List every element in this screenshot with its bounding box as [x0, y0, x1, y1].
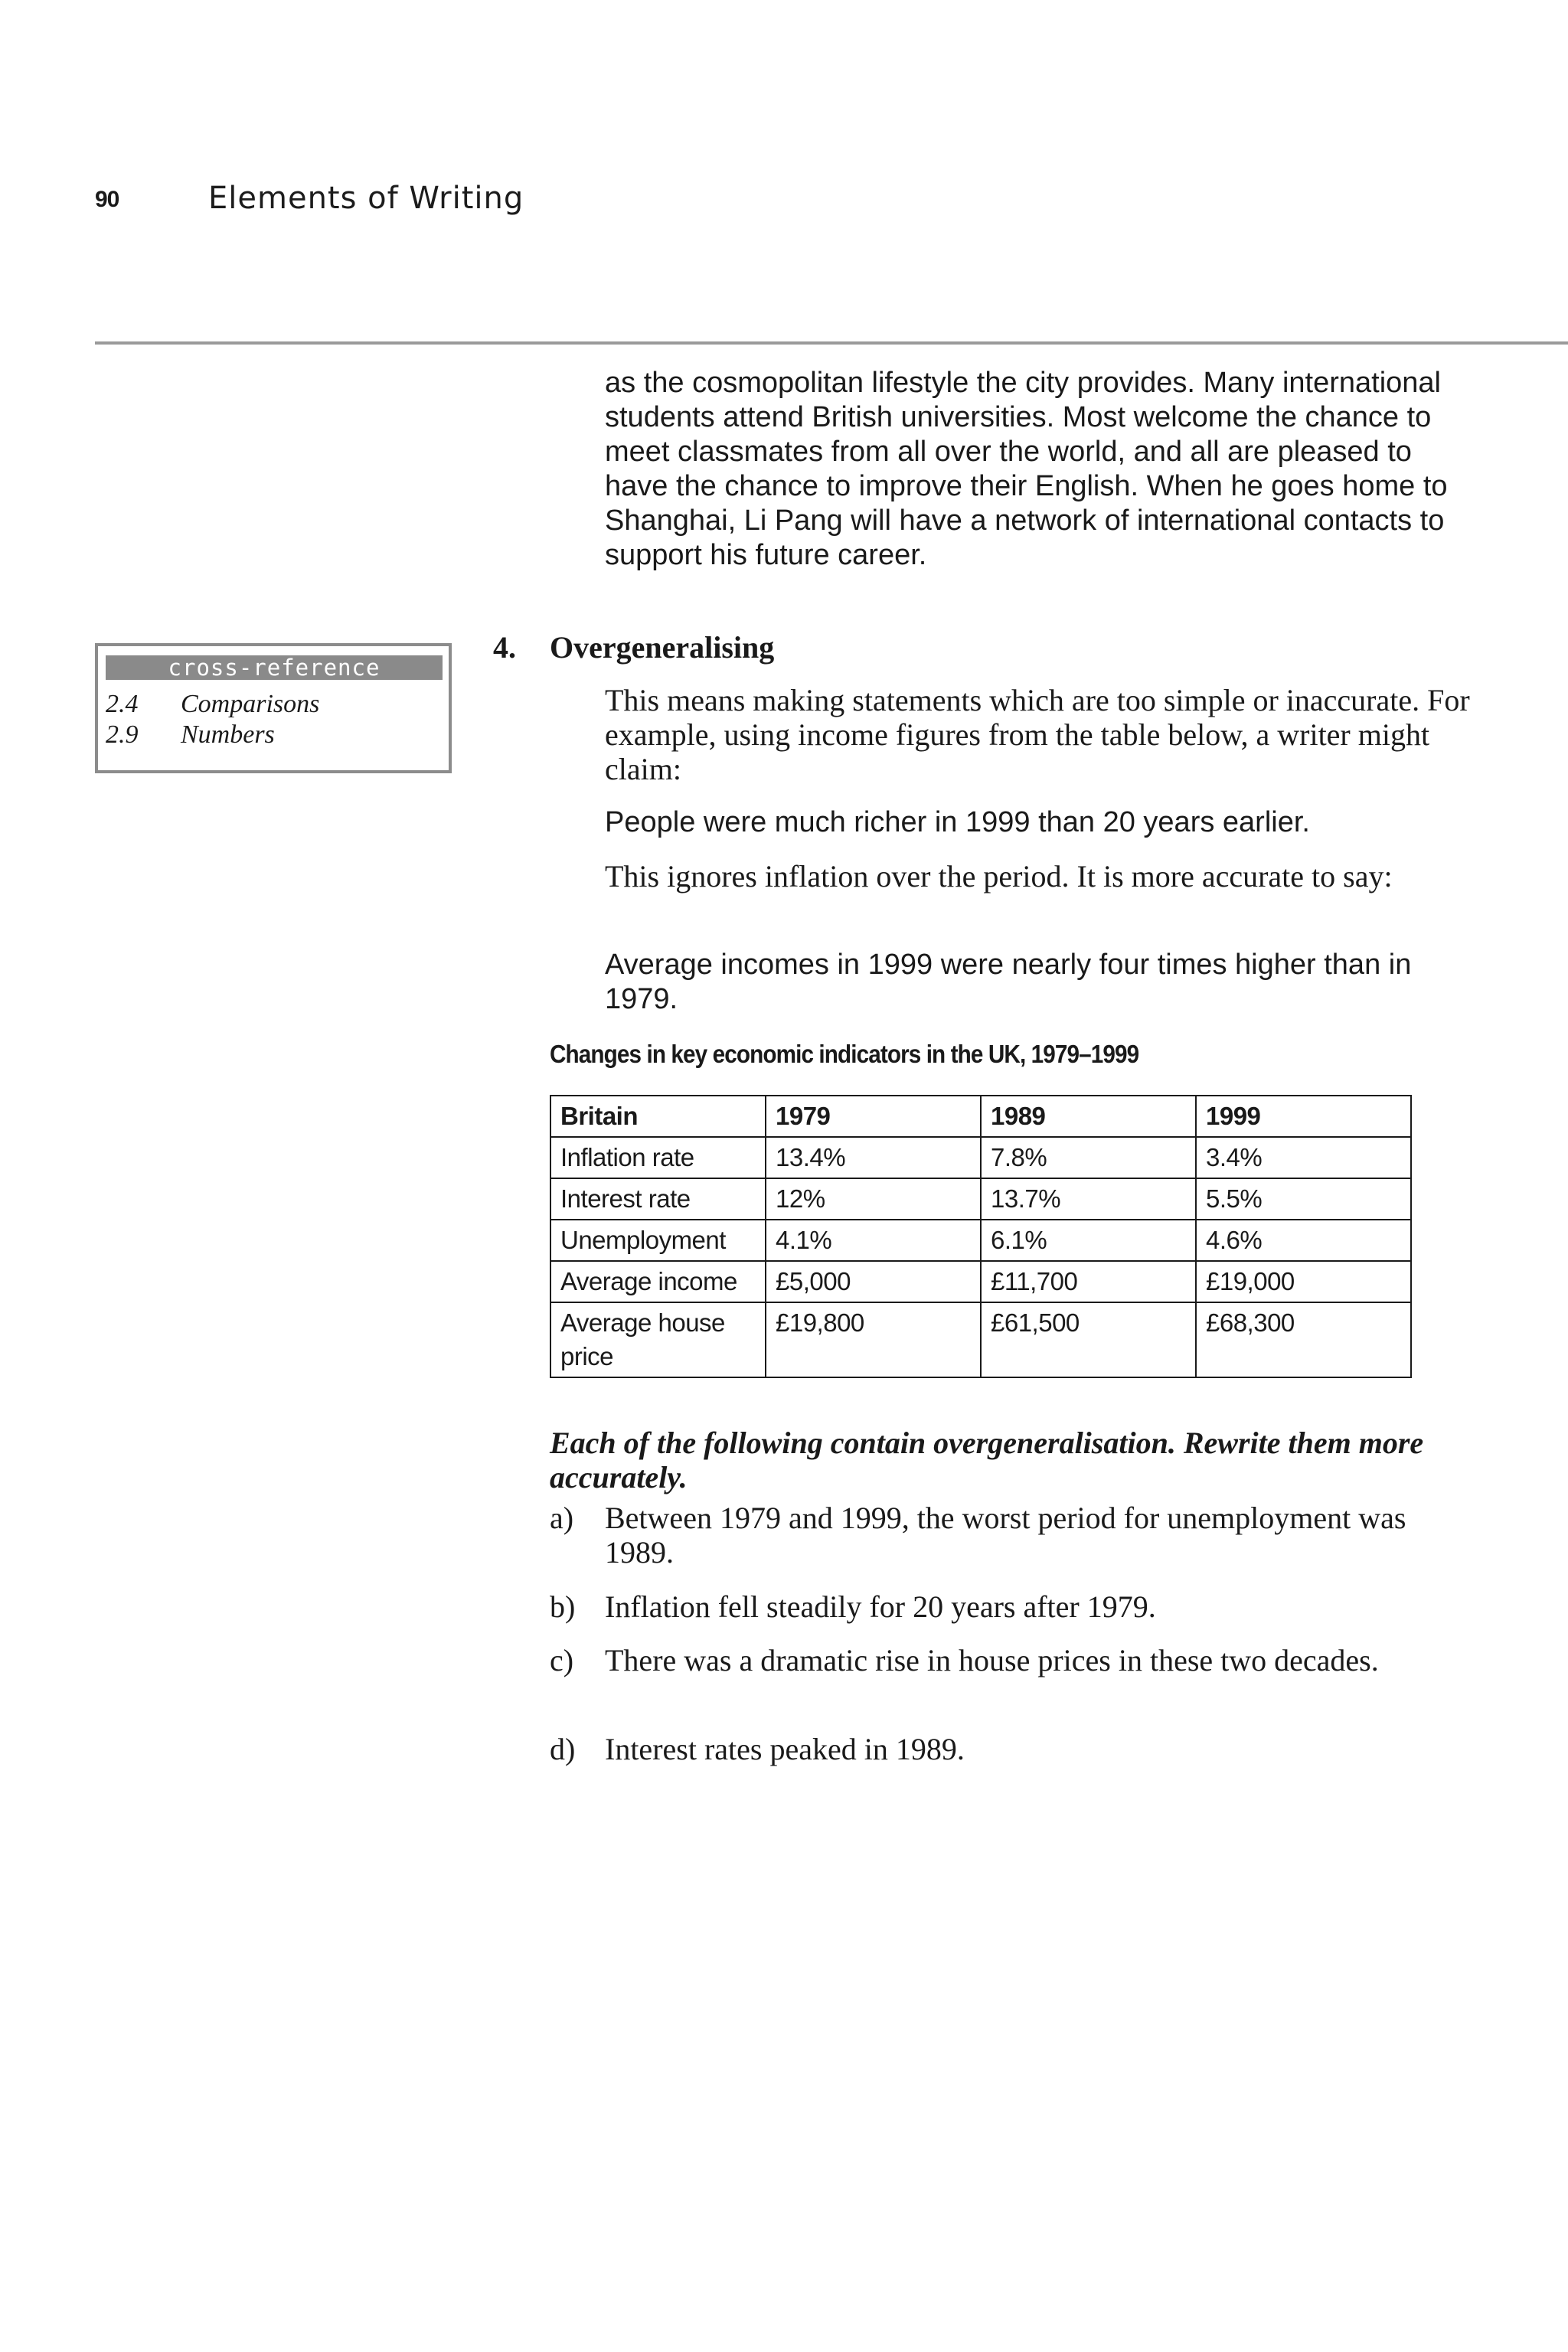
table-cell: Inflation rate — [550, 1137, 766, 1178]
table-cell: £19,000 — [1196, 1261, 1411, 1302]
table-header-cell: Britain — [550, 1096, 766, 1137]
section-paragraph: This ignores inflation over the period. It is more accurate to say: — [605, 859, 1393, 893]
exercise-item-label: c) — [550, 1643, 574, 1677]
table-cell: £5,000 — [766, 1261, 981, 1302]
cross-reference-number: 2.9 — [106, 720, 139, 749]
exercise-item-text: Between 1979 and 1999, the worst period for unemployment was 1989. — [605, 1501, 1406, 1570]
exercise-instruction: Each of the following contain overgeneralisation. Rewrite them more accurately. — [550, 1426, 1424, 1494]
exercise-item-label: b) — [550, 1589, 576, 1624]
page-number: 90 — [95, 187, 119, 212]
example-sentence: Average incomes in 1999 were nearly four times higher than in 1979. — [605, 949, 1412, 1015]
exercise-item-text: There was a dramatic rise in house prices in these two decades. — [605, 1643, 1379, 1677]
table-cell: 4.1% — [766, 1220, 981, 1261]
table-cell: 13.7% — [981, 1178, 1196, 1220]
table-cell: £68,300 — [1196, 1302, 1411, 1377]
table-cell: 13.4% — [766, 1137, 981, 1178]
table-cell: 12% — [766, 1178, 981, 1220]
table-row — [550, 1137, 1411, 1178]
table-cell: Interest rate — [550, 1178, 766, 1220]
section-number: 4. — [493, 630, 516, 665]
cross-reference-box — [95, 643, 452, 773]
table-cell: £11,700 — [981, 1261, 1196, 1302]
table-cell: Average house price — [550, 1302, 766, 1377]
exercise-item-label: d) — [550, 1732, 576, 1766]
table-cell: £61,500 — [981, 1302, 1196, 1377]
table-header-cell: 1979 — [766, 1096, 981, 1137]
cross-reference-label: Numbers — [181, 720, 275, 749]
table-header-cell: 1989 — [981, 1096, 1196, 1137]
exercise-item-text: Inflation fell steadily for 20 years after 1979. — [605, 1589, 1156, 1624]
intro-paragraph: as the cosmopolitan lifestyle the city provides. Many international students attend British universities. Most welcome the chance to meet classmates from all over the world, and all are pleased to have the chance to improve their English. When he goes home to Shanghai, Li Pang will have a network of international contacts to support his future career. — [605, 367, 1448, 571]
table-cell: Unemployment — [550, 1220, 766, 1261]
table-cell: 7.8% — [981, 1137, 1196, 1178]
table-cell: 5.5% — [1196, 1178, 1411, 1220]
table-cell: 4.6% — [1196, 1220, 1411, 1261]
cross-reference-item[interactable] — [106, 689, 319, 720]
table-row — [550, 1261, 1411, 1302]
cross-reference-label: Comparisons — [181, 690, 320, 718]
table-cell: Average income — [550, 1261, 766, 1302]
table-cell: 6.1% — [981, 1220, 1196, 1261]
example-sentence: People were much richer in 1999 than 20 years earlier. — [605, 806, 1310, 838]
exercise-item-text: Interest rates peaked in 1989. — [605, 1732, 965, 1766]
header-rule — [95, 341, 1568, 345]
table-cell: 3.4% — [1196, 1137, 1411, 1178]
exercise-item-label: a) — [550, 1501, 574, 1535]
cross-reference-banner: cross-reference — [106, 655, 443, 680]
running-header-title: Elements of Writing — [208, 181, 524, 216]
cross-reference-number: 2.4 — [106, 690, 139, 718]
table-cell: £19,800 — [766, 1302, 981, 1377]
cross-reference-item[interactable] — [106, 720, 275, 750]
table-row — [550, 1302, 1411, 1377]
table-caption: Changes in key economic indicators in the UK, 1979–1999 — [550, 1040, 1139, 1068]
table-row — [550, 1178, 1411, 1220]
table-header-row — [550, 1096, 1411, 1137]
table-row — [550, 1220, 1411, 1261]
section-heading: Overgeneralising — [550, 630, 775, 665]
table-header-cell: 1999 — [1196, 1096, 1411, 1137]
economic-indicators-table — [550, 1095, 1412, 1378]
section-paragraph: This means making statements which are too simple or inaccurate. For example, using income figures from the table below, a writer might claim: — [605, 683, 1470, 786]
